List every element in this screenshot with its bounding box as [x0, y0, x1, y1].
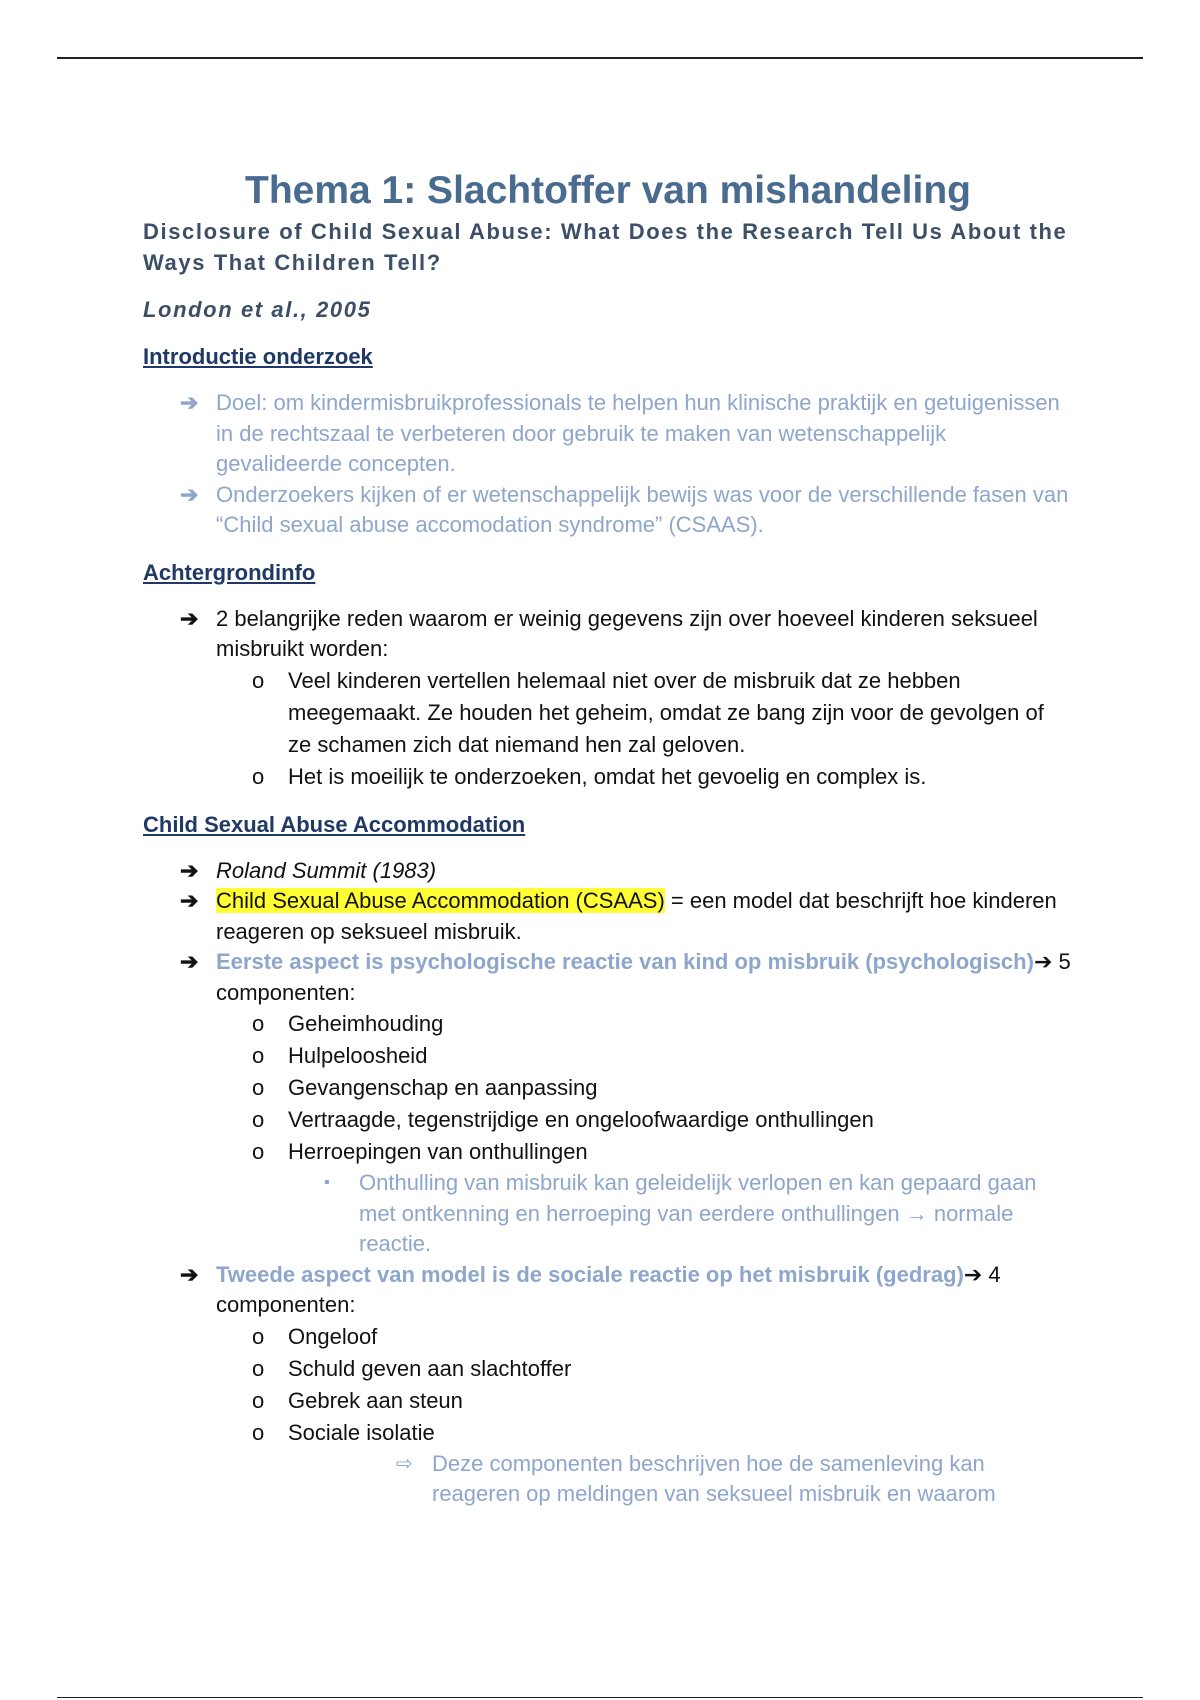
list-item: [143, 1353, 1073, 1385]
csaas-list: [143, 856, 1073, 1510]
society-note-list: [288, 1449, 1073, 1510]
subitem-text: Veel kinderen vertellen helemaal niet over de misbruik dat ze hebben meegemaakt. Ze houden het geheim, omdat ze bang zijn voor de gevolgen of ze schamen zich dat niemand hen zal geloven.: [288, 667, 1044, 757]
page-title: Thema 1: Slachtoffer van mishandeling: [245, 169, 971, 212]
list-item: [143, 947, 1073, 1260]
component-text: Ongeloof: [288, 1323, 378, 1349]
aspect-one-components: [216, 1008, 1073, 1260]
background-item-text: 2 belangrijke reden waarom er weinig gegevens zijn over hoeveel kinderen seksueel misbruikt worden:: [216, 605, 1038, 661]
aspect-one-title: Eerste aspect is psychologische reactie van kind op misbruik (psychologisch): [216, 949, 1034, 974]
component-text: Vertraagde, tegenstrijdige en ongeloofwaardige onthullingen: [288, 1107, 874, 1132]
arrow-icon: ➔: [180, 857, 199, 883]
list-item: [143, 1104, 1073, 1136]
arrow-icon: ➔: [180, 481, 199, 507]
list-item: [143, 1008, 1073, 1040]
component-text: Sociale isolatie: [288, 1419, 435, 1445]
component-text: Schuld geven aan slachtoffer: [288, 1355, 572, 1381]
intro-item-text: Onderzoekers kijken of er wetenschappelijk bewijs was voor de verschillende fasen van “Child sexual abuse accomodation syndrome” (CSAAS).: [216, 481, 1069, 537]
note-text: Onthulling van misbruik kan geleidelijk verlopen en kan gepaard gaan met ontkenning en herroeping van eerdere onthullingen → normale reactie.: [359, 1170, 1037, 1256]
subitem-text: Het is moeilijk te onderzoeken, omdat het gevoelig en complex is.: [288, 763, 927, 789]
intro-item-text: Doel: om kindermisbruikprofessionals te helpen hun klinische praktijk en getuigenissen in de rechtszaal te verbeteren door gebruik te maken van wetenschappelijk gevalideerde concepten.: [216, 390, 1060, 476]
hollow-arrow-icon: ⇨: [396, 1452, 413, 1475]
circle-bullet-icon: o: [252, 1075, 265, 1100]
aspect-two-title: Tweede aspect van model is de sociale reactie op het misbruik (gedrag): [216, 1261, 964, 1287]
arrow-icon: ➔: [180, 1261, 199, 1287]
list-item: [143, 388, 1073, 480]
circle-bullet-icon: o: [252, 1139, 265, 1164]
aspect-two-components: [216, 1321, 1073, 1510]
list-item: [143, 1321, 1073, 1353]
arrow-icon: ➔: [180, 888, 199, 913]
circle-bullet-icon: o: [252, 1323, 265, 1349]
circle-bullet-icon: o: [252, 667, 265, 693]
component-text: Geheimhouding: [288, 1011, 444, 1036]
list-item: [143, 1260, 1073, 1510]
component-text: Gebrek aan steun: [288, 1387, 463, 1413]
arrow-icon: ➔: [180, 949, 199, 974]
list-item: [143, 1449, 1073, 1510]
article-title: Disclosure of Child Sexual Abuse: What Does the Research Tell Us About the Ways That Children Tell?: [143, 219, 1068, 275]
circle-bullet-icon: o: [252, 1419, 265, 1445]
background-list: [143, 604, 1073, 793]
circle-bullet-icon: o: [252, 1043, 265, 1068]
list-item: [143, 1040, 1073, 1072]
list-item: [143, 856, 1073, 887]
heading-intro: Introductie onderzoek: [143, 344, 373, 369]
aspect-two-count: ➔ 4 componenten:: [216, 1261, 1001, 1317]
aspect-one-count: ➔ 5 componenten:: [216, 949, 1071, 1005]
csaas-definition: = een model dat beschrijft hoe kinderen reageren op seksueel misbruik.: [216, 888, 1057, 944]
retraction-note-list: [288, 1168, 1073, 1260]
heading-csaas: Child Sexual Abuse Accommodation: [143, 811, 526, 837]
list-item: [143, 1168, 1073, 1260]
circle-bullet-icon: o: [252, 1107, 265, 1132]
list-item: [143, 1072, 1073, 1104]
list-item: [143, 1136, 1073, 1260]
background-sublist: [216, 665, 1073, 793]
article-author: London et al., 2005: [143, 297, 372, 322]
component-text: Hulpeloosheid: [288, 1043, 428, 1068]
list-item: [143, 604, 1073, 793]
note-text: Deze componenten beschrijven hoe de samenleving kan reageren op meldingen van seksueel misbruik en waarom: [432, 1450, 996, 1506]
list-item: [143, 886, 1073, 947]
list-item: [143, 761, 1073, 793]
circle-bullet-icon: o: [252, 1011, 265, 1036]
arrow-icon: ➔: [180, 605, 199, 631]
arrow-icon: ➔: [180, 390, 199, 415]
document-body: [143, 166, 1073, 1510]
circle-bullet-icon: o: [252, 763, 265, 789]
bottom-rule: [57, 1697, 1143, 1698]
highlighted-term: Child Sexual Abuse Accommodation (CSAAS): [216, 888, 665, 913]
circle-bullet-icon: o: [252, 1355, 265, 1381]
list-item: [143, 1385, 1073, 1417]
circle-bullet-icon: o: [252, 1387, 265, 1413]
square-bullet-icon: ▪: [324, 1174, 330, 1191]
list-item: [143, 480, 1073, 541]
list-item: [143, 1417, 1073, 1510]
list-item: [143, 665, 1073, 761]
heading-background: Achtergrondinfo: [143, 559, 316, 585]
component-text: Gevangenschap en aanpassing: [288, 1075, 598, 1100]
csaas-author: Roland Summit (1983): [216, 857, 437, 883]
top-rule: [57, 57, 1143, 59]
component-text: Herroepingen van onthullingen: [288, 1139, 588, 1164]
intro-list: [143, 388, 1073, 541]
